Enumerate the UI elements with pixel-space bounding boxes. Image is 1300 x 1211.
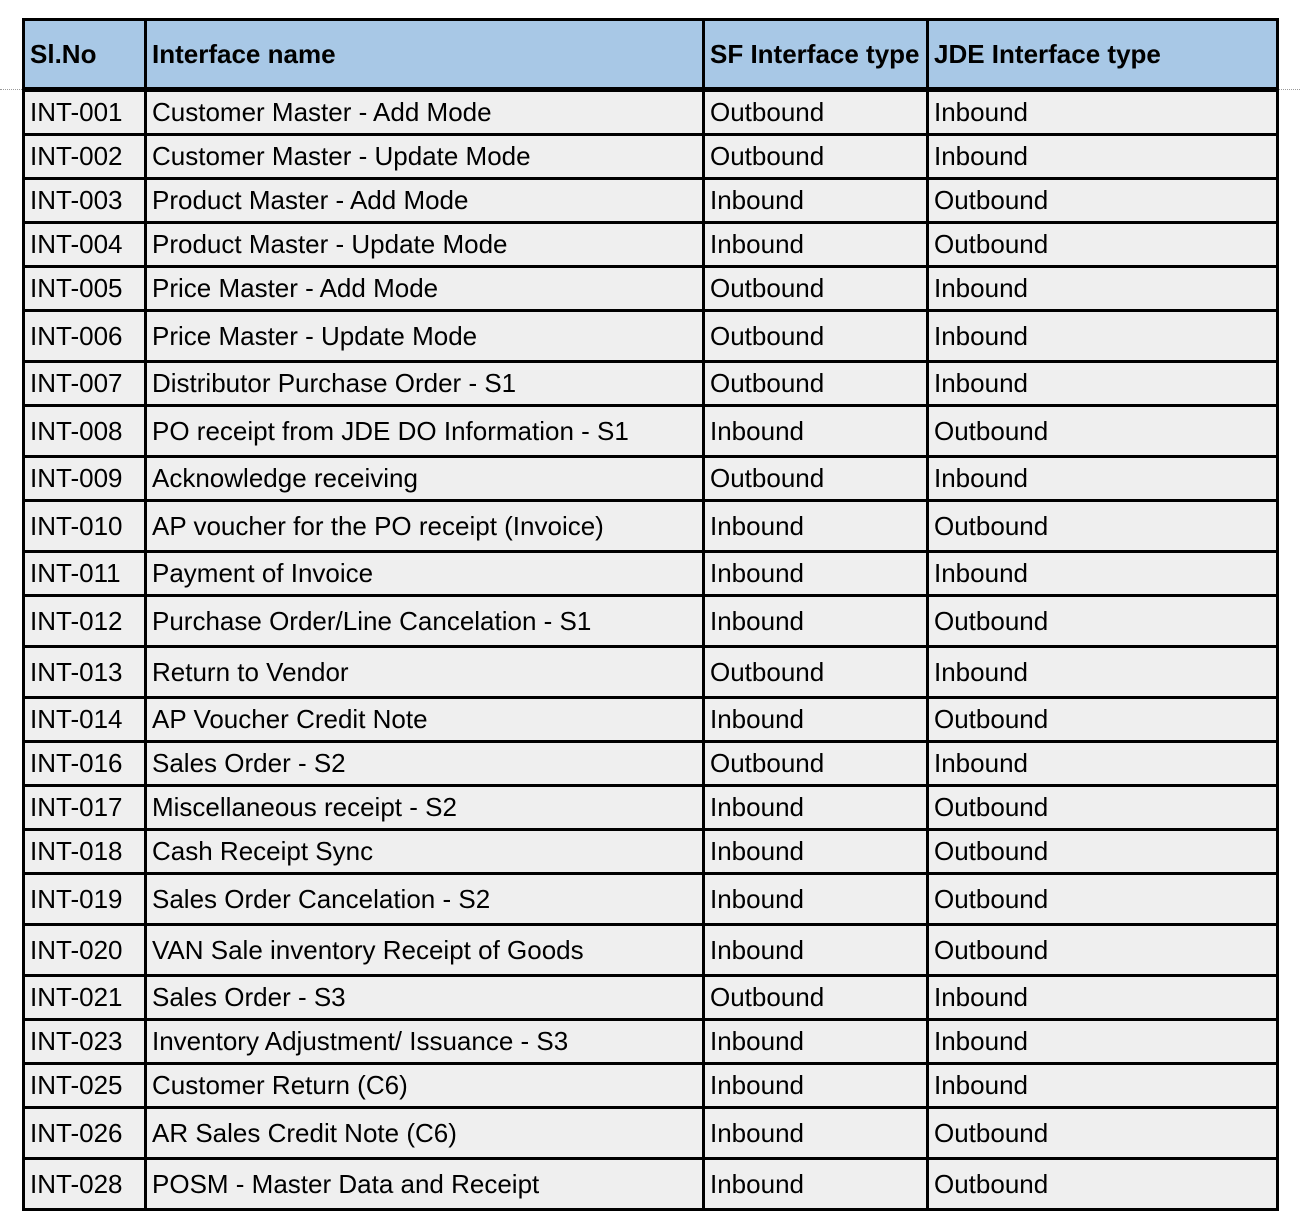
- cell-jde-interface-type: Outbound: [928, 830, 1278, 874]
- cell-interface-name: Acknowledge receiving: [146, 457, 704, 501]
- table-row: [24, 874, 1278, 925]
- cell-sf-interface-type: Inbound: [704, 1159, 928, 1210]
- cell-sl-no: INT-005: [24, 267, 146, 311]
- cell-sl-no: INT-019: [24, 874, 146, 925]
- cell-jde-interface-type: Outbound: [928, 179, 1278, 223]
- cell-interface-name: Sales Order Cancelation - S2: [146, 874, 704, 925]
- cell-interface-name: Payment of Invoice: [146, 552, 704, 596]
- cell-sf-interface-type: Inbound: [704, 223, 928, 267]
- cell-sf-interface-type: Inbound: [704, 596, 928, 647]
- cell-sl-no: INT-012: [24, 596, 146, 647]
- table-row: [24, 1064, 1278, 1108]
- cell-interface-name: Sales Order - S2: [146, 742, 704, 786]
- cell-jde-interface-type: Inbound: [928, 267, 1278, 311]
- cell-interface-name: Price Master - Add Mode: [146, 267, 704, 311]
- cell-sf-interface-type: Outbound: [704, 457, 928, 501]
- cell-jde-interface-type: Outbound: [928, 786, 1278, 830]
- table-row: [24, 179, 1278, 223]
- cell-interface-name: Cash Receipt Sync: [146, 830, 704, 874]
- table-row: [24, 267, 1278, 311]
- cell-interface-name: Purchase Order/Line Cancelation - S1: [146, 596, 704, 647]
- cell-sf-interface-type: Inbound: [704, 1108, 928, 1159]
- header-row: [24, 20, 1278, 90]
- cell-interface-name: Miscellaneous receipt - S2: [146, 786, 704, 830]
- cell-sf-interface-type: Outbound: [704, 267, 928, 311]
- cell-sf-interface-type: Inbound: [704, 874, 928, 925]
- table-row: [24, 501, 1278, 552]
- cell-sf-interface-type: Outbound: [704, 742, 928, 786]
- cell-jde-interface-type: Inbound: [928, 311, 1278, 362]
- table-row: [24, 406, 1278, 457]
- cell-sl-no: INT-004: [24, 223, 146, 267]
- cell-sf-interface-type: Outbound: [704, 647, 928, 698]
- cell-sl-no: INT-003: [24, 179, 146, 223]
- cell-sl-no: INT-002: [24, 135, 146, 179]
- cell-interface-name: Customer Return (C6): [146, 1064, 704, 1108]
- cell-sf-interface-type: Outbound: [704, 135, 928, 179]
- cell-sf-interface-type: Outbound: [704, 362, 928, 406]
- cell-sl-no: INT-008: [24, 406, 146, 457]
- cell-jde-interface-type: Inbound: [928, 742, 1278, 786]
- cell-sf-interface-type: Inbound: [704, 830, 928, 874]
- table-row: [24, 552, 1278, 596]
- header-sl-no: Sl.No: [24, 20, 146, 90]
- cell-sf-interface-type: Inbound: [704, 501, 928, 552]
- table-row: [24, 925, 1278, 976]
- cell-sl-no: INT-020: [24, 925, 146, 976]
- cell-interface-name: Inventory Adjustment/ Issuance - S3: [146, 1020, 704, 1064]
- cell-jde-interface-type: Inbound: [928, 976, 1278, 1020]
- table-row: [24, 1020, 1278, 1064]
- cell-sl-no: INT-011: [24, 552, 146, 596]
- cell-jde-interface-type: Outbound: [928, 698, 1278, 742]
- cell-jde-interface-type: Inbound: [928, 1020, 1278, 1064]
- cell-jde-interface-type: Outbound: [928, 925, 1278, 976]
- cell-interface-name: AP Voucher Credit Note: [146, 698, 704, 742]
- cell-jde-interface-type: Outbound: [928, 1108, 1278, 1159]
- cell-sl-no: INT-026: [24, 1108, 146, 1159]
- cell-sf-interface-type: Inbound: [704, 179, 928, 223]
- cell-jde-interface-type: Inbound: [928, 552, 1278, 596]
- cell-sl-no: INT-023: [24, 1020, 146, 1064]
- cell-sf-interface-type: Inbound: [704, 698, 928, 742]
- table-row: [24, 457, 1278, 501]
- cell-sf-interface-type: Outbound: [704, 976, 928, 1020]
- cell-jde-interface-type: Inbound: [928, 90, 1278, 135]
- cell-sl-no: INT-001: [24, 90, 146, 135]
- cell-interface-name: Price Master - Update Mode: [146, 311, 704, 362]
- cell-jde-interface-type: Outbound: [928, 406, 1278, 457]
- cell-interface-name: Sales Order - S3: [146, 976, 704, 1020]
- table-row: [24, 698, 1278, 742]
- cell-jde-interface-type: Outbound: [928, 501, 1278, 552]
- cell-jde-interface-type: Inbound: [928, 647, 1278, 698]
- table-row: [24, 647, 1278, 698]
- table-row: [24, 1159, 1278, 1210]
- cell-interface-name: VAN Sale inventory Receipt of Goods: [146, 925, 704, 976]
- table-row: [24, 362, 1278, 406]
- cell-interface-name: POSM - Master Data and Receipt: [146, 1159, 704, 1210]
- cell-sl-no: INT-017: [24, 786, 146, 830]
- cell-sl-no: INT-010: [24, 501, 146, 552]
- cell-interface-name: PO receipt from JDE DO Information - S1: [146, 406, 704, 457]
- cell-sl-no: INT-016: [24, 742, 146, 786]
- table-row: [24, 90, 1278, 135]
- table-row: [24, 1108, 1278, 1159]
- cell-jde-interface-type: Outbound: [928, 223, 1278, 267]
- interface-table: [22, 18, 1279, 1211]
- cell-interface-name: Product Master - Add Mode: [146, 179, 704, 223]
- cell-jde-interface-type: Inbound: [928, 135, 1278, 179]
- cell-jde-interface-type: Outbound: [928, 1159, 1278, 1210]
- table-row: [24, 786, 1278, 830]
- header-jde-interface-type: JDE Interface type: [928, 20, 1278, 90]
- cell-jde-interface-type: Outbound: [928, 596, 1278, 647]
- cell-sf-interface-type: Inbound: [704, 406, 928, 457]
- table-row: [24, 976, 1278, 1020]
- cell-sf-interface-type: Inbound: [704, 1064, 928, 1108]
- cell-sf-interface-type: Inbound: [704, 1020, 928, 1064]
- table-row: [24, 596, 1278, 647]
- cell-sf-interface-type: Inbound: [704, 786, 928, 830]
- cell-sf-interface-type: Outbound: [704, 311, 928, 362]
- cell-interface-name: Customer Master - Add Mode: [146, 90, 704, 135]
- cell-interface-name: Product Master - Update Mode: [146, 223, 704, 267]
- cell-interface-name: Return to Vendor: [146, 647, 704, 698]
- header-interface-name: Interface name: [146, 20, 704, 90]
- cell-jde-interface-type: Outbound: [928, 874, 1278, 925]
- cell-sl-no: INT-009: [24, 457, 146, 501]
- cell-sl-no: INT-028: [24, 1159, 146, 1210]
- cell-sl-no: INT-013: [24, 647, 146, 698]
- table-row: [24, 830, 1278, 874]
- table-row: [24, 742, 1278, 786]
- cell-sl-no: INT-014: [24, 698, 146, 742]
- cell-interface-name: Customer Master - Update Mode: [146, 135, 704, 179]
- cell-interface-name: Distributor Purchase Order - S1: [146, 362, 704, 406]
- cell-interface-name: AP voucher for the PO receipt (Invoice): [146, 501, 704, 552]
- cell-jde-interface-type: Inbound: [928, 457, 1278, 501]
- cell-sf-interface-type: Inbound: [704, 552, 928, 596]
- cell-sf-interface-type: Outbound: [704, 90, 928, 135]
- cell-sl-no: INT-006: [24, 311, 146, 362]
- table-row: [24, 311, 1278, 362]
- table-row: [24, 135, 1278, 179]
- cell-sl-no: INT-018: [24, 830, 146, 874]
- cell-sl-no: INT-025: [24, 1064, 146, 1108]
- cell-sf-interface-type: Inbound: [704, 925, 928, 976]
- header-sf-interface-type: SF Interface type: [704, 20, 928, 90]
- table-row: [24, 223, 1278, 267]
- cell-jde-interface-type: Inbound: [928, 362, 1278, 406]
- cell-interface-name: AR Sales Credit Note (C6): [146, 1108, 704, 1159]
- cell-sl-no: INT-007: [24, 362, 146, 406]
- cell-sl-no: INT-021: [24, 976, 146, 1020]
- cell-jde-interface-type: Inbound: [928, 1064, 1278, 1108]
